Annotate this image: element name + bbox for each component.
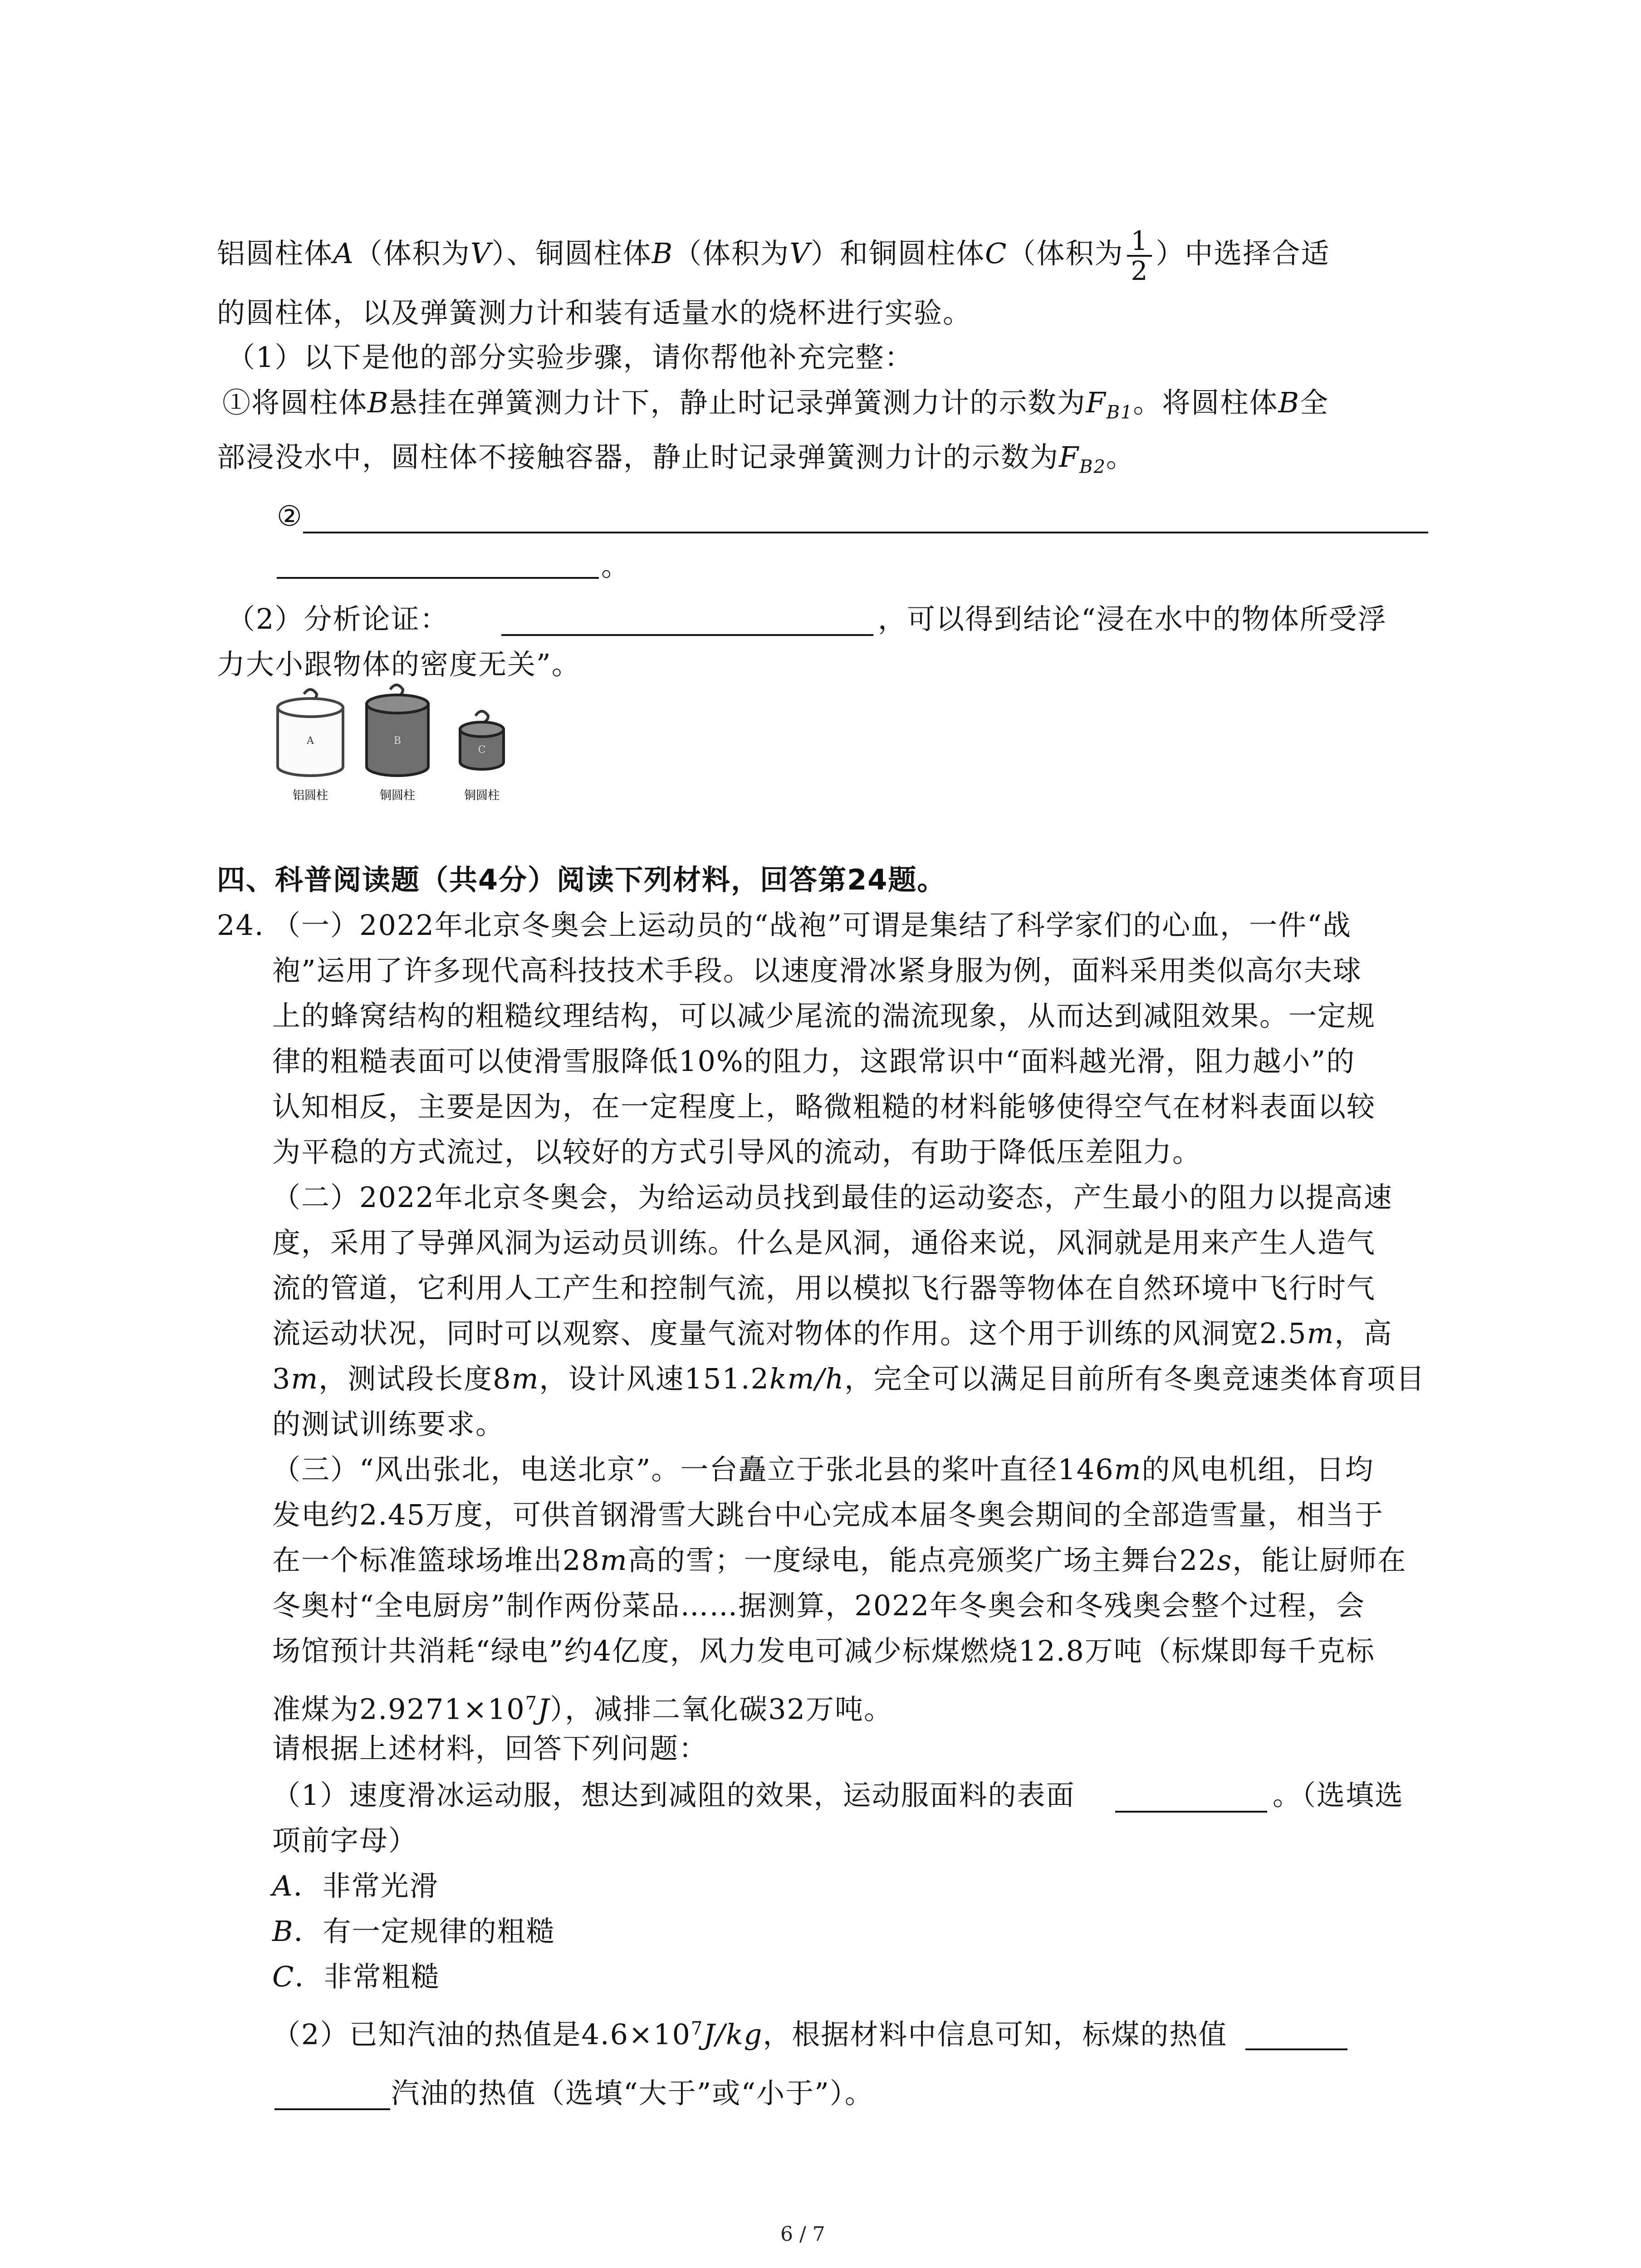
svg-text:A: A — [307, 735, 314, 747]
q24-p2-line3: 流的管道，它利用人工产生和控制气流，用以模拟飞行器等物体在自然环境中飞行时气 — [272, 1271, 1376, 1305]
q24-p3-line1: （三）“风出张北，电送北京”。一台矗立于张北县的桨叶直径146m的风电机组，日均 — [272, 1453, 1374, 1486]
page-number: 6 / 7 — [780, 2223, 825, 2246]
q24-p2-line6: 的测试训练要求。 — [272, 1408, 505, 1441]
q23-step2-label: ② — [277, 499, 303, 533]
step2-answer-blank-2[interactable] — [277, 577, 599, 579]
q24-p3-line3: 在一个标准篮球场堆出28m高的雪；一度绿电，能点亮颁奖广场主舞台22s，能让厨师在 — [272, 1544, 1407, 1577]
q24-p1-line2: 袍”运用了许多现代高科技技术手段。以速度滑冰紧身服为例，面料采用类似高尔夫球 — [272, 954, 1362, 987]
q24-p2-line1: （二）2022年北京冬奥会，为给运动员找到最佳的运动姿态，产生最小的阻力以提高速 — [272, 1181, 1393, 1214]
cylinder-b-icon — [367, 685, 428, 776]
section4-title: 四、科普阅读题（共4分）阅读下列材料，回答第24题。 — [217, 863, 946, 896]
q23-part1-label: （1）以下是他的部分实验步骤，请你帮他补充完整： — [227, 341, 914, 374]
analysis-answer-blank[interactable] — [501, 634, 873, 636]
q24-sq2-line1: （2）已知汽油的热值是$4.6\times 10^7J/kg$，根据材料中信息可知，标煤的热值 — [272, 2018, 1228, 2051]
caption-copper-c: 铜圆柱 — [464, 789, 500, 802]
svg-text:C: C — [478, 744, 486, 756]
fraction-one-half: $\frac{1}{2}$ — [1127, 227, 1152, 285]
caption-copper-b: 铜圆柱 — [379, 789, 416, 802]
q24-sq1-line1-end: 。（选填选 — [1273, 1779, 1404, 1812]
q24-p2-line2: 度，采用了导弹风洞为运动员训练。什么是风洞，通俗来说，风洞就是用来产生人造气 — [272, 1226, 1376, 1259]
q24-p3-line2: 发电约2.45万度，可供首钢滑雪大跳台中心完成本届冬奥会期间的全部造雪量，相当于 — [272, 1498, 1384, 1531]
q24-p1-line1: （一）2022年北京冬奥会上运动员的“战袍”可谓是集结了科学家们的心血，一件“战 — [272, 909, 1352, 942]
q23-step1-line2: 部浸没水中，圆柱体不接触容器，静止时记录弹簧测力计的示数为$F_{B2}$。 — [217, 440, 1135, 478]
q24-p3-line5: 场馆预计共消耗“绿电”约4亿度，风力发电可减少标煤燃烧12.8万吨（标煤即每千克标 — [272, 1634, 1375, 1667]
sq2-answer-blank-1[interactable] — [1245, 2048, 1347, 2050]
q24-p1-line5: 认知相反，主要是因为，在一定程度上，略微粗糙的材料能够使得空气在材料表面以较 — [272, 1090, 1376, 1123]
q24-p1-line3: 上的蜂窝结构的粗糙纹理结构，可以减少尾流的湍流现象，从而达到减阻效果。一定规 — [272, 999, 1376, 1032]
cylinders-figure — [268, 680, 549, 816]
q24-p3-line6: 准煤为$2.9271\times 10^7J$），减排二氧化碳32万吨。 — [272, 1692, 893, 1726]
q23-intro-line2: 的圆柱体，以及弹簧测力计和装有适量水的烧杯进行实验。 — [217, 296, 972, 329]
option-b: B．有一定规律的粗糙 — [272, 1915, 555, 1948]
q24-number: 24. — [217, 909, 265, 942]
q24-p3-line4: 冬奥村“全电厨房”制作两份菜品……据测算，2022年冬奥会和冬残奥会整个过程，会 — [272, 1589, 1366, 1622]
q24-p1-line4: 律的粗糙表面可以使滑雪服降低10%的阻力，这跟常识中“面料越光滑，阻力越小”的 — [272, 1045, 1356, 1078]
q23-step1-line1: ①将圆柱体B悬挂在弹簧测力计下，静止时记录弹簧测力计的示数为$F_{B1}$。将圆柱体B全 — [222, 386, 1329, 423]
option-c: C．非常粗糙 — [272, 1960, 440, 1993]
option-a: A．非常光滑 — [272, 1869, 439, 1902]
q23-part2-line2: 力大小跟物体的密度无关”。 — [217, 648, 581, 681]
q24-p2-line4: 流运动状况，同时可以观察、度量气流对物体的作用。这个用于训练的风洞宽2.5m，高 — [272, 1317, 1393, 1350]
sq2-answer-blank-2[interactable] — [274, 2108, 390, 2110]
q24-sq1-line1: （1）速度滑冰运动服，想达到减阻的效果，运动服面料的表面 — [272, 1779, 1075, 1812]
step2-answer-blank-1[interactable] — [303, 532, 1428, 533]
q23-part2-line1-end: ，可以得到结论“浸在水中的物体所受浮 — [878, 602, 1387, 635]
q24-sq2-line2: 汽油的热值（选填“大于”或“小于”）。 — [391, 2077, 874, 2110]
sq1-answer-blank[interactable] — [1115, 1811, 1267, 1813]
q24-sq1-line2: 项前字母） — [272, 1824, 418, 1857]
q24-ask: 请根据上述材料，回答下列问题： — [272, 1732, 708, 1765]
cylinder-c-icon — [460, 711, 504, 769]
q24-p1-line6: 为平稳的方式流过，以较好的方式引导风的流动，有助于降低压差阻力。 — [272, 1135, 1202, 1168]
svg-text:B: B — [393, 735, 402, 747]
q23-part2-line1: （2）分析论证： — [227, 602, 449, 635]
caption-aluminum: 铝圆柱 — [292, 789, 328, 802]
q23-step2-end: 。 — [601, 549, 631, 582]
q23-intro-line1: 铝圆柱体A（体积为V）、铜圆柱体B（体积为V）和铜圆柱体C（体积为 $\frac{1}{2}$ ）中选择合适 — [217, 225, 1330, 286]
q24-p2-line5: 3m，测试段长度8m，设计风速151.2km/h，完全可以满足目前所有冬奥竞速类体育项目 — [272, 1362, 1425, 1395]
cylinder-a-icon — [278, 689, 343, 776]
